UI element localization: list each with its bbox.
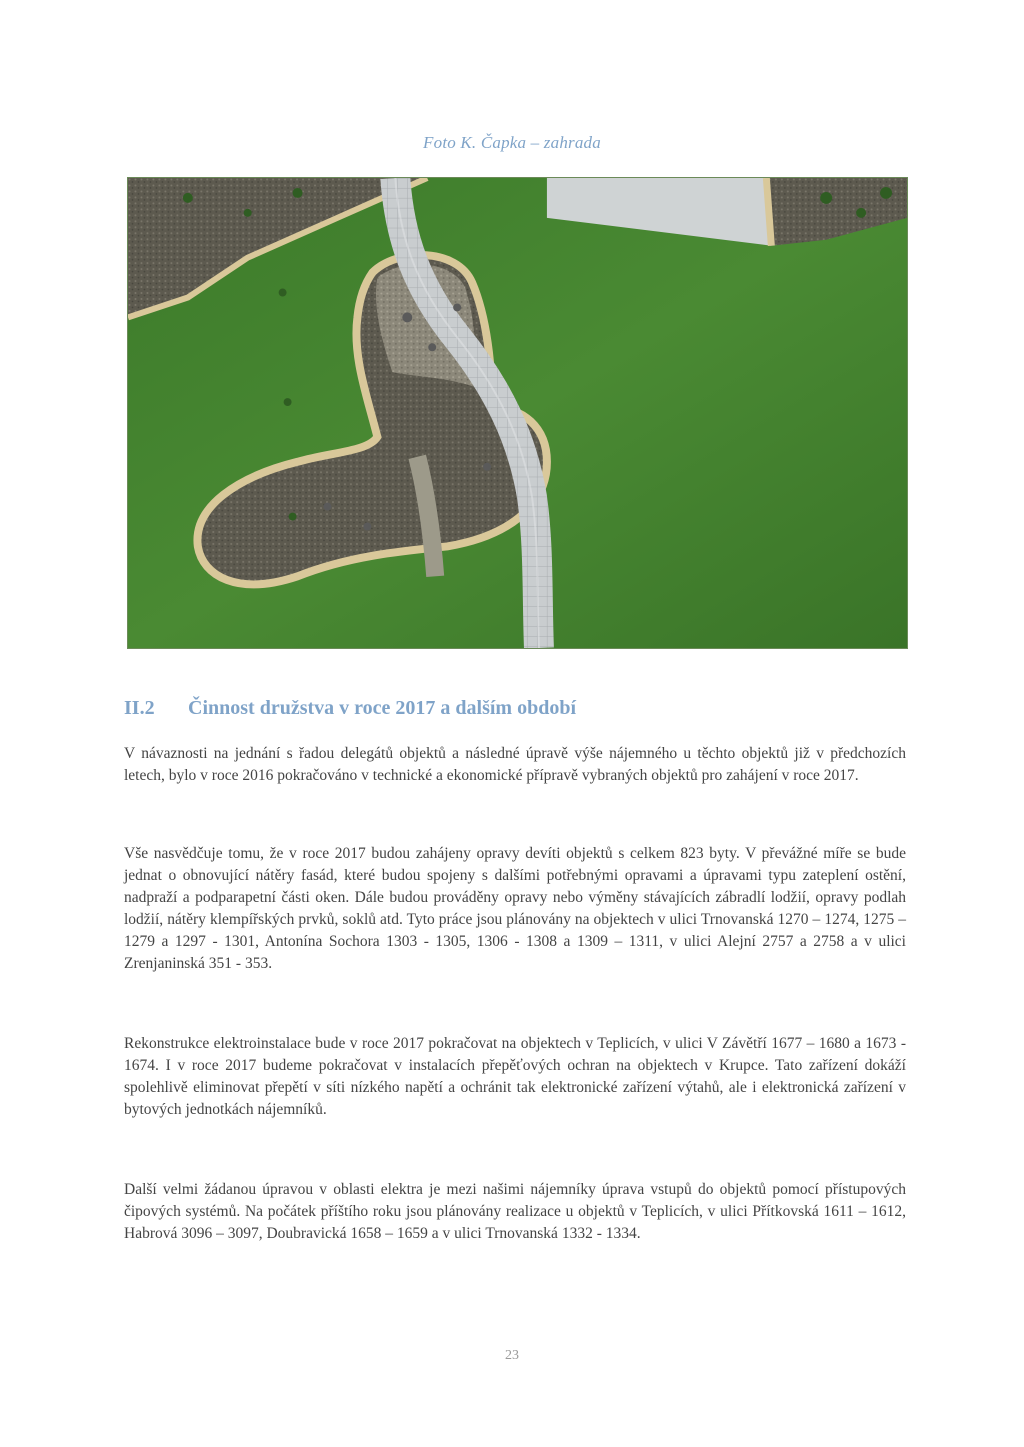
section-heading (124, 697, 904, 720)
section-title: Činnost družstva v roce 2017 a dalším období (188, 697, 577, 719)
page-number: 23 (505, 1348, 519, 1363)
paragraph-electrical: Rekonstrukce elektroinstalace bude v roce 2017 pokračovat na objektech v Teplicích, v ulici V Závětří 1677 – 1680 a 1673 - 1674. I v roce 2017 budeme pokračovat v instalacích přepěťových ochran na objektech v Krupce. Tato zařízení dokáží spolehlivě eliminovat přepětí v síti nízkého napětí a ochránit tak elektronické zařízení výtahů, ale i elektronická zařízení v bytových jednotkách nájemníků. (124, 1035, 906, 1118)
garden-photo (127, 177, 908, 649)
paragraph-preparation: V návaznosti na jednání s řadou delegátů objektů a následné úpravě výše nájemného u těchto objektů již v předchozích letech, bylo v roce 2016 pokračováno v technické a ekonomické přípravě vybraných objektů pro zahájení v roce 2017. (124, 745, 906, 784)
garden-aerial-image (128, 178, 907, 648)
paragraph-repairs: Vše nasvědčuje tomu, že v roce 2017 budou zahájeny opravy devíti objektů s celkem 823 byty. V převážné míře se bude jednat o obnovující nátěry fasád, které budou spojeny s dalšími potřebnými opravami a úpravami typu zateplení ostění, nadpraží a podparapetní části oken. Dále budou prováděny opravy nebo výměny stávajících zábradlí lodžií, opravy podlah lodžií, nátěry klempířských prvků, soklů atd. Tyto práce jsou plánovány na objektech v ulici Trnovanská 1270 – 1274, 1275 – 1279 a 1297 - 1301, Antonína Sochora 1303 - 1305, 1306 - 1308 a 1309 – 1311, v ulici Alejní 2757 a 2758 a v ulici Zrenjaninská 351 - 353. (124, 845, 906, 972)
section-number: II.2 (124, 697, 155, 719)
paragraph-access-systems: Další velmi žádanou úpravou v oblasti elektra je mezi našimi nájemníky úprava vstupů do objektů pomocí přístupových čipových systémů. Na počátek příštího roku jsou plánovány realizace u objektů v Teplicích, v ulici Přítkovská 1611 – 1612, Habrová 3096 – 3097, Doubravická 1658 – 1659 a v ulici Trnovanská 1332 - 1334. (124, 1181, 906, 1242)
photo-caption: Foto K. Čapka – zahrada (423, 133, 601, 152)
